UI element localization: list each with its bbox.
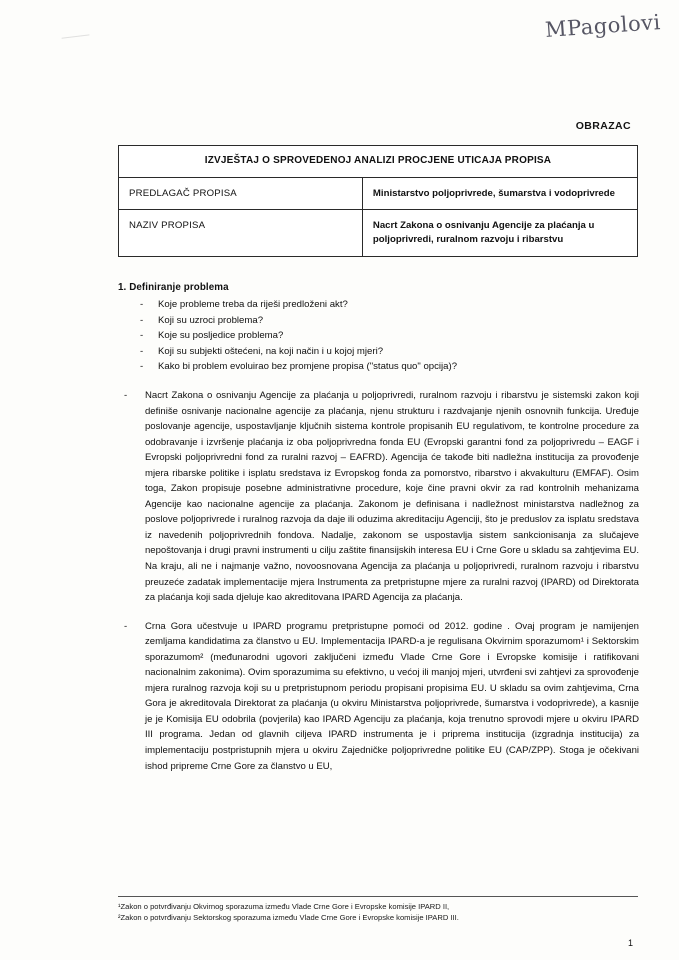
table-title-cell: IZVJEŠTAJ O SPROVEDENOJ ANALIZI PROCJENE UTICAJA PROPISA	[119, 146, 638, 178]
handwritten-annotation: MPagolovi	[544, 9, 662, 43]
table-row	[119, 210, 638, 257]
question-list	[118, 297, 638, 375]
footnote: ²Zakon o potvrđivanju Sektorskog sporazuma između Vlade Crne Gore i Evropske komisije IPARD III.	[118, 913, 459, 922]
footnote-area	[118, 896, 638, 923]
proposer-value: Ministarstvo poljoprivrede, šumarstva i vodoprivrede	[362, 177, 637, 210]
proposal-info-table	[118, 145, 638, 257]
body-text	[118, 388, 639, 787]
section-problem-definition	[118, 282, 638, 375]
list-item: - Koje su posljedice problema?	[118, 328, 638, 344]
table-title-row	[119, 146, 638, 178]
page-number: 1	[627, 938, 633, 948]
regulation-name-label: NAZIV PROPISA	[119, 210, 363, 257]
faint-pencil-mark	[62, 34, 91, 46]
regulation-name-value: Nacrt Zakona o osnivanju Agencije za plaćanja u poljoprivredi, ruralnom razvoju i ribarstvu	[362, 210, 637, 257]
list-item: - Koji su uzroci problema?	[118, 313, 638, 329]
body-paragraph: - Nacrt Zakona o osnivanju Agencije za plaćanja u poljoprivredi, ruralnom razvoju i ribarstvu je sistemski zakon koji definiše osnivanje nacionalne agencije za plaćanja, njenu strukturu i razdvajanje njenih osnovnih funkcija. Uređuje poslovanje agencije, uspostavljanje ključnih sistema kontrole propisanih EU regulativom, te kontrolne procedure za odobravanje i izvršenje plaćanja iz oba poljoprivredna fonda EU (Evropski garantni fond za poljoprivredu – EAGF i Evropski poljoprivredni fond za ruralni razvoj – EAFRD). Agencija će takođe biti nadležna institucija za provođenje mjera ribarske politike i isplatu sredstava iz Evropskog fonda za pomorstvo, ribarstvo i akvakulturu (EMFAF). Osim toga, Zakon propisuje posebne administrativne procedure, koje čine pravni okvir za rad kontrolnih mehanizama Agencije kao nacionalne agencije za plaćanja. Zakonom je definisana i nadležnost ministarstva nadležnog za poslove poljoprivrede i ruralnog razvoja da daje ili oduzima akreditaciju Agenciji, što je preduslov za isplatu sredstava iz navedenih poljoprivrednih fondova. Nadalje, zakonom se uspostavlja sistem sankcionisanja za slučajeve nepoštovanja i drugi pravni instrumenti u cilju zaštite finansijskih interesa EU i Crne Gore u skladu sa zahtjevima EU. Na kraju, ali ne i najmanje važno, novoosnovana Agencija za plaćanja u poljoprivredi, ruralnom razvoju i ribarstvu preuzeće zadatak implementacije mjera Instrumenta za pretpristupne mjere za ruralni razvoj (IPARD) od Direktorata za plaćanja koji sada djeluje kao akreditovana IPARD Agencija za plaćanja.	[118, 388, 639, 606]
table-row	[119, 177, 638, 210]
list-item: - Kako bi problem evoluirao bez promjene propisa ("status quo" opcija)?	[118, 359, 638, 375]
list-item: - Koji su subjekti oštećeni, na koji način i u kojoj mjeri?	[118, 344, 638, 360]
section-heading: 1. Definiranje problema	[118, 282, 229, 293]
body-paragraph: - Crna Gora učestvuje u IPARD programu pretpristupne pomoći od 2012. godine . Ovaj program je namijenjen zemljama kandidatima za članstvo u EU. Implementacija IPARD-a je regulisana Okvirnim sporazumom¹ i Sektorskim sporazumom² (međunarodni ugovori zaključeni između Vlade Crne Gore i Evropske komisije i ratifikovani nacionalnim zakonima). Ovim sporazumima su efektivno, u većoj ili manjoj mjeri, utvrđeni svi zahtjevi za sprovođenje mjera ruralnog razvoja koji su u pretpristupnom periodu propisani propisima EU. U skladu sa ovim zahtjevima, Crna Gora je akreditovala Direktorat za plaćanja (u okviru Ministarstva poljoprivrede, šumarstva i vodoprivrede), a kasnije je je Komisija EU odobrila (povjerila) kao IPARD Agenciju za plaćanja, koja trenutno sprovodi mjere u okviru IPARD III programa. Jedan od glavnih ciljeva IPARD instrumenta je i priprema institucija (izgradnja institucija) za implementaciju postpristupnih mjera u okviru Zajedničke poljoprivredne politike EU (CAP/ZPP). Stoga je očekivani ishod pripreme Crne Gore za članstvo u EU,	[118, 619, 639, 774]
footnote: ¹Zakon o potvrđivanju Okvirnog sporazuma između Vlade Crne Gore i Evropske komisije IPARD II,	[118, 902, 450, 911]
list-item: - Koje probleme treba da riješi predloženi akt?	[118, 297, 638, 313]
proposer-label: PREDLAGAČ PROPISA	[119, 177, 363, 210]
form-tag-label: OBRAZAC	[575, 120, 631, 132]
